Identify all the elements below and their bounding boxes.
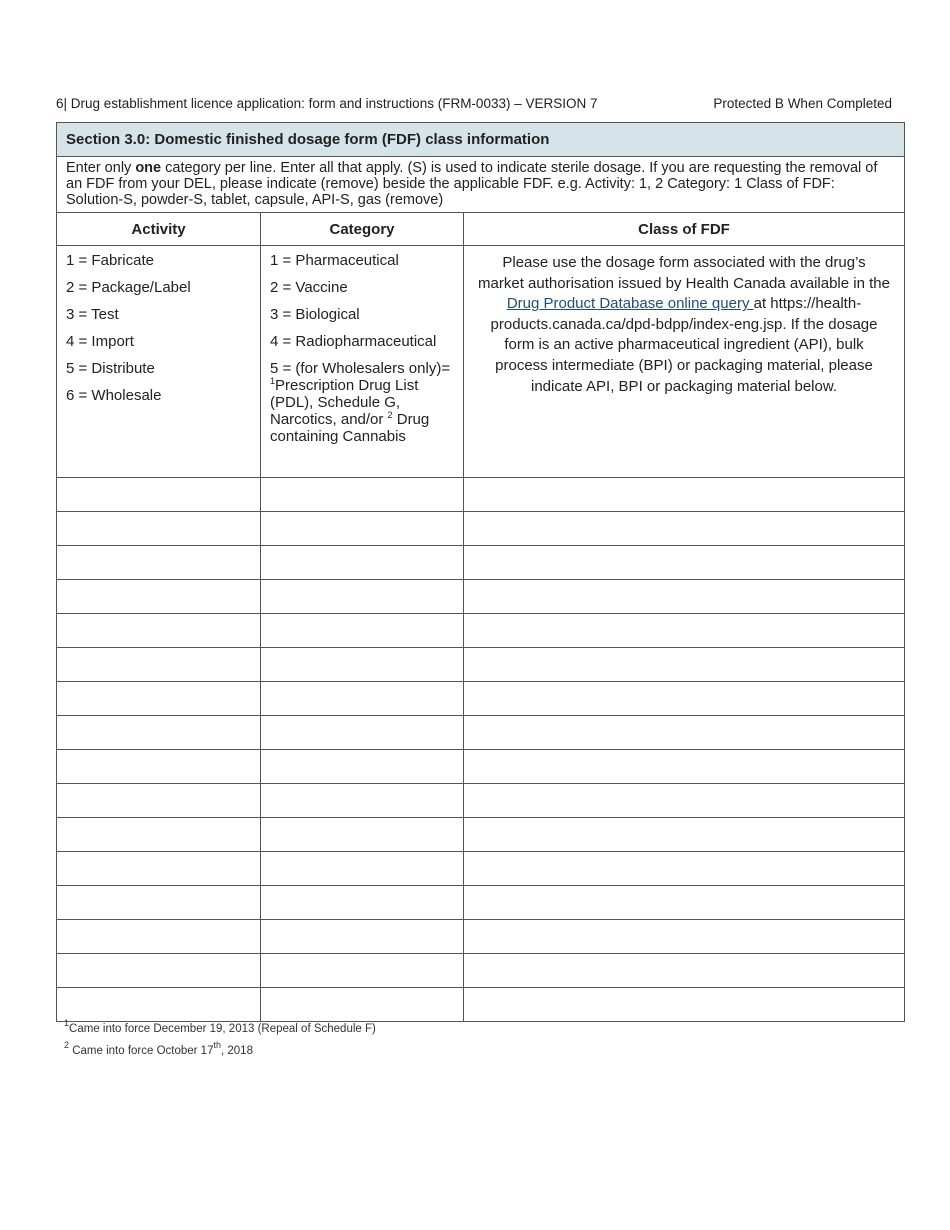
header-protection: [713, 96, 892, 111]
activity-input-cell[interactable]: [57, 512, 261, 546]
category-input-cell[interactable]: [261, 478, 464, 512]
activity-input-cell[interactable]: [57, 716, 261, 750]
category-input-cell[interactable]: [261, 648, 464, 682]
instructions-text-1: Enter only: [66, 160, 136, 176]
activity-input-cell[interactable]: [57, 988, 261, 1022]
category-item: 3 = Biological: [270, 306, 360, 323]
class-input-cell[interactable]: [464, 750, 905, 784]
category-item: 4 = Radiopharmaceutical: [270, 333, 437, 350]
class-input-cell[interactable]: [464, 920, 905, 954]
category-input-cell[interactable]: [261, 512, 464, 546]
footnote-1-marker: 1: [64, 1018, 70, 1028]
category-input-cell[interactable]: [261, 614, 464, 648]
footnote-2-text: Came into force October 17: [69, 1045, 214, 1057]
class-input-cell[interactable]: [464, 852, 905, 886]
class-input-cell[interactable]: [464, 784, 905, 818]
header-title: 6| Drug establishment licence application: form and instructions (FRM-0033) – VERSION 7: [56, 96, 598, 111]
fdf-class-table: [56, 122, 905, 1022]
footnote-1-text: Came into force December 19, 2013 (Repeal of Schedule F): [69, 1023, 376, 1035]
category-input-cell[interactable]: [261, 716, 464, 750]
footnote-2: [64, 1040, 376, 1065]
class-input-cell[interactable]: [464, 614, 905, 648]
class-input-cell[interactable]: [464, 716, 905, 750]
category-input-cell[interactable]: [261, 988, 464, 1022]
footnote-2-ordinal: th: [213, 1040, 221, 1050]
activity-input-cell[interactable]: [57, 920, 261, 954]
category-input-cell[interactable]: [261, 886, 464, 920]
category-input-cell[interactable]: [261, 818, 464, 852]
activity-input-cell[interactable]: [57, 954, 261, 988]
category-item: 2 = Vaccine: [270, 279, 348, 296]
category5-text-3: Drug containing Cannabis: [270, 411, 430, 445]
category-item: 1 = Pharmaceutical: [270, 252, 399, 269]
class-input-cell[interactable]: [464, 580, 905, 614]
column-header-category: Category: [261, 213, 464, 246]
footnote-2-marker: 2: [64, 1040, 70, 1050]
activity-item: 5 = Distribute: [66, 360, 155, 377]
activity-input-cell[interactable]: [57, 818, 261, 852]
class-input-cell[interactable]: [464, 886, 905, 920]
footnote-ref-2: 2: [387, 410, 393, 420]
category-input-cell[interactable]: [261, 682, 464, 716]
category-input-cell[interactable]: [261, 546, 464, 580]
activity-legend: [57, 246, 261, 478]
activity-input-cell[interactable]: [57, 886, 261, 920]
section-title: Section 3.0: Domestic finished dosage form (FDF) class information: [57, 123, 905, 157]
category-input-cell[interactable]: [261, 580, 464, 614]
activity-input-cell[interactable]: [57, 750, 261, 784]
activity-item: 6 = Wholesale: [66, 387, 162, 404]
class-input-cell[interactable]: [464, 818, 905, 852]
activity-input-cell[interactable]: [57, 648, 261, 682]
protected-label: Protected B: [713, 96, 784, 111]
activity-input-cell[interactable]: [57, 784, 261, 818]
class-input-cell[interactable]: [464, 512, 905, 546]
category-input-cell[interactable]: [261, 852, 464, 886]
footnote-2-year: , 2018: [221, 1045, 253, 1057]
activity-item: 3 = Test: [66, 306, 119, 323]
activity-input-cell[interactable]: [57, 546, 261, 580]
category-legend: [261, 246, 464, 478]
column-header-class-of-fdf: Class of FDF: [464, 213, 905, 246]
category-input-cell[interactable]: [261, 954, 464, 988]
class-input-cell[interactable]: [464, 682, 905, 716]
activity-input-cell[interactable]: [57, 852, 261, 886]
category-input-cell[interactable]: [261, 750, 464, 784]
activity-item: 1 = Fabricate: [66, 252, 154, 269]
column-header-activity: Activity: [57, 213, 261, 246]
footnotes: [64, 1018, 376, 1065]
class-input-cell[interactable]: [464, 988, 905, 1022]
class-text-2: at https://health-products.canada.ca/dpd-bdpp/index-eng.jsp. If the dosage form is an active pharmaceutical ingredient (API), bulk process intermediate (BPI) or packaging material, please indicate API, BPI or packaging material below.: [490, 295, 878, 395]
category5-text-1: 5 = (for Wholesalers only)=: [270, 360, 451, 377]
category5-text-2: Prescription Drug List (PDL), Schedule G, Narcotics, and/or: [270, 377, 419, 428]
activity-input-cell[interactable]: [57, 614, 261, 648]
section-instructions: [57, 157, 905, 213]
class-input-cell[interactable]: [464, 648, 905, 682]
footnote-ref-1: 1: [270, 376, 276, 386]
activity-item: 4 = Import: [66, 333, 134, 350]
class-of-fdf-instructions: [464, 246, 905, 478]
class-input-cell[interactable]: [464, 954, 905, 988]
when-completed-label: When Completed: [783, 96, 892, 111]
class-input-cell[interactable]: [464, 478, 905, 512]
category-item-wholesalers: [270, 360, 454, 445]
page-header: [56, 96, 892, 116]
activity-item: 2 = Package/Label: [66, 279, 191, 296]
category-input-cell[interactable]: [261, 920, 464, 954]
drug-product-database-link[interactable]: Drug Product Database online query: [506, 295, 754, 313]
instructions-bold-one: one: [135, 160, 162, 176]
class-text-1: Please use the dosage form associated with the drug’s market authorisation issued by Health Canada available in the: [478, 254, 890, 292]
instructions-text-2: category per line. Enter all that apply. (S) is used to indicate sterile dosage. If you are requesting the removal of an FDF from your DEL, please indicate (remove) beside the applicable FDF. e.g. Activity: 1, 2 Category: 1 Class of FDF: Solution-S, powder-S, tablet, capsule, API-S, gas (remove): [66, 160, 878, 208]
class-input-cell[interactable]: [464, 546, 905, 580]
activity-input-cell[interactable]: [57, 682, 261, 716]
category-input-cell[interactable]: [261, 784, 464, 818]
activity-input-cell[interactable]: [57, 478, 261, 512]
activity-input-cell[interactable]: [57, 580, 261, 614]
